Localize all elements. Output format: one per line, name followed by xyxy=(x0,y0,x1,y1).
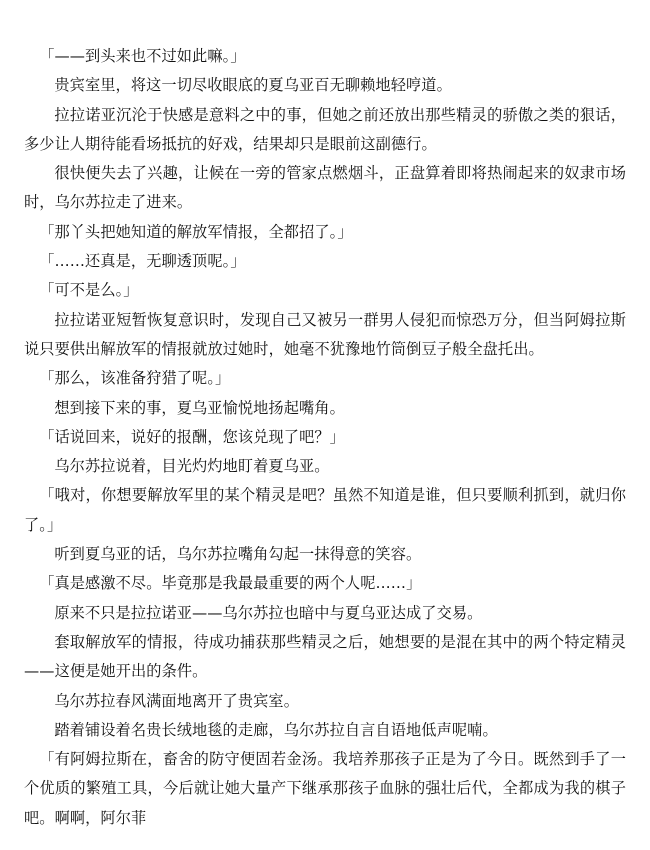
paragraph: 贵宾室里，将这一切尽收眼底的夏乌亚百无聊赖地轻哼道。 xyxy=(54,76,452,95)
paragraph: 乌尔苏拉说着，目光灼灼地盯着夏乌亚。 xyxy=(54,457,330,476)
paragraph: 「可不是么。」 xyxy=(39,281,139,300)
paragraph: 「……还真是，无聊透顶呢。」 xyxy=(39,252,246,271)
paragraph: 「话说回来，说好的报酬，您该兑现了吧？」 xyxy=(39,427,345,446)
paragraph: 套取解放军的情报，待成功捕获那些精灵之后，她想要的是混在其中的两个特定精灵——这便是她开出的条件。 xyxy=(24,632,626,681)
paragraph: 想到接下来的事，夏乌亚愉悦地扬起嘴角。 xyxy=(54,398,345,417)
paragraph: 听到夏乌亚的话，乌尔苏拉嘴角勾起一抹得意的笑容。 xyxy=(54,545,422,564)
paragraph: 「真是感激不尽。毕竟那是我最最重要的两个人呢……」 xyxy=(39,574,422,593)
paragraph: 「——到头来也不过如此嘛。」 xyxy=(39,47,246,65)
paragraph: 乌尔苏拉春风满面地离开了贵宾室。 xyxy=(54,691,299,710)
paragraph: 「那丫头把她知道的解放军情报，全都招了。」 xyxy=(39,222,353,241)
document-body xyxy=(24,42,626,833)
paragraph: 拉拉诺亚沉沦于快感是意料之中的事，但她之前还放出那些精灵的骄傲之类的狠话，多少让人期待能看场抵抗的好戏，结果却只是眼前这副德行。 xyxy=(24,105,626,153)
paragraph: 「有阿姆拉斯在，畜舍的防守便固若金汤。我培养那孩子正是为了今日。既然到手了一个优质的繁殖工具，今后就让她大量产下继承那孩子血脉的强壮后代，全都成为我的棋子吧。啊啊，阿尔菲 xyxy=(24,750,626,827)
paragraph: 踏着铺设着名贵长绒地毯的走廊，乌尔苏拉自言自语地低声呢喃。 xyxy=(54,720,498,739)
paragraph: 「那么，该准备狩猎了呢。」 xyxy=(39,369,231,388)
paragraph: 拉拉诺亚短暂恢复意识时，发现自己又被另一群男人侵犯而惊恐万分，但当阿姆拉斯说只要供出解放军的情报就放过她时，她毫不犹豫地竹筒倒豆子般全盘托出。 xyxy=(24,310,626,358)
paragraph: 很快便失去了兴趣，让候在一旁的管家点燃烟斗，正盘算着即将热闹起来的奴隶市场时，乌尔苏拉走了进来。 xyxy=(24,164,626,212)
paragraph: 原来不只是拉拉诺亚——乌尔苏拉也暗中与夏乌亚达成了交易。 xyxy=(54,603,483,622)
paragraph: 「哦对，你想要解放军里的某个精灵是吧？虽然不知道是谁，但只要顺利抓到，就归你了。」 xyxy=(24,486,626,534)
